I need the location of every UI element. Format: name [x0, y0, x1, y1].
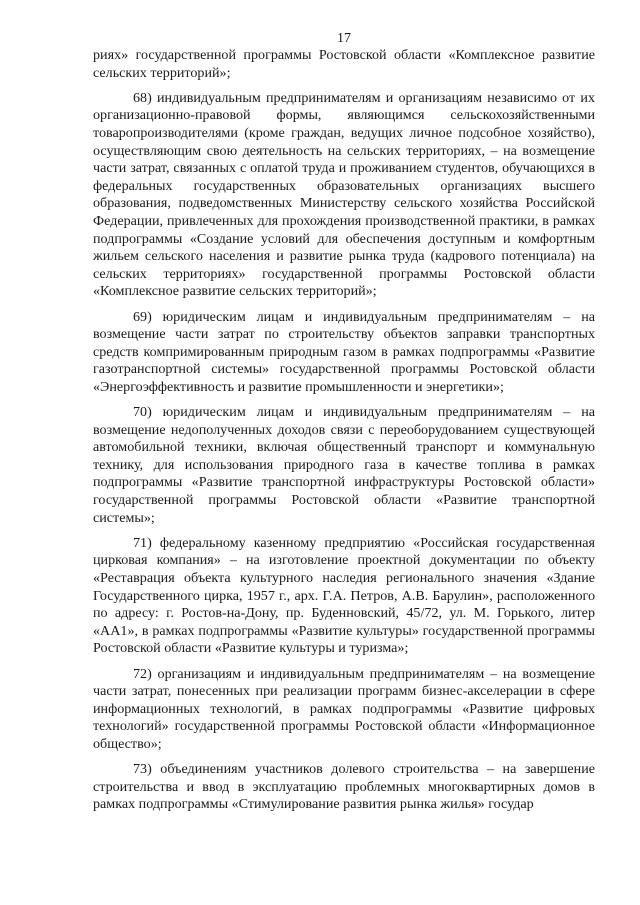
paragraph-item-69: 69) юридическим лицам и индивидуальным предпринимателям – на возмещение части затрат по строительству объектов заправки транспортных средств компримированным природным газом в рамках подпрограммы «Развитие газотранспортной системы» государственной программы Ростовской области «Энергоэффективность и развитие промышленности и энергетики»;	[93, 308, 595, 395]
paragraph-item-68: 68) индивидуальным предпринимателям и организациям независимо от их организационно-правовой формы, являющимся сельскохозяйственными товаропроизводителями (кроме граждан, ведущих личное подсобное хозяйство), осуществляющим свою деятельность на сельских территориях, – на возмещение части затрат, связанных с оплатой труда и проживанием студентов, обучающихся в федеральных государственных образовательных организациях высшего образования, подведомственных Министерству сельского хозяйства Российской Федерации, привлеченных для прохождения производственной практики, в рамках подпрограммы «Создание условий для обеспечения доступным и комфортным жильем сельского населения и развитие рынка труда (кадрового потенциала) на сельских территориях» государственной программы Ростовской области «Комплексное развитие сельских территорий»;	[93, 89, 595, 300]
paragraph-item-70: 70) юридическим лицам и индивидуальным предпринимателям – на возмещение недополученных доходов связи с переоборудованием существующей автомобильной техники, включая общественный транспорт и коммунальную технику, для использования природного газа в качестве топлива в рамках подпрограммы «Развитие транспортной инфраструктуры Ростовской области» государственной программы Ростовской области «Развитие транспортной системы»;	[93, 404, 595, 526]
paragraph-item-71: 71) федеральному казенному предприятию «Российская государственная цирковая компания» – на изготовление проектной документации по объекту «Реставрация объекта культурного наследия регионального значения «Здание Государственного цирка, 1957 г., арх. Г.А. Петров, А.В. Барулин», расположенного по адресу: г. Ростов-на-Дону, пр. Буденновский, 45/72, ул. М. Горького, литер «АА1», в рамках подпрограммы «Развитие культуры» государственной программы Ростовской области «Развитие культуры и туризма»;	[93, 534, 595, 657]
paragraph-item-73: 73) объединениям участников долевого строительства – на завершение строительства и ввод в эксплуатацию проблемных многоквартирных домов в рамках подпрограммы «Стимулирование развития рынка жилья» государ	[93, 761, 595, 813]
paragraph-continuation: риях» государственной программы Ростовской области «Комплексное развитие сельских территорий»;	[93, 47, 595, 81]
page-number: 17	[337, 31, 351, 46]
paragraph-item-72: 72) организациям и индивидуальным предпринимателям – на возмещение части затрат, понесенных при реализации программ бизнес-акселерации в сфере информационных технологий, в рамках подпрограммы «Развитие цифровых технологий» государственной программы Ростовской области «Информационное общество»;	[93, 665, 595, 752]
document-body	[93, 47, 595, 814]
